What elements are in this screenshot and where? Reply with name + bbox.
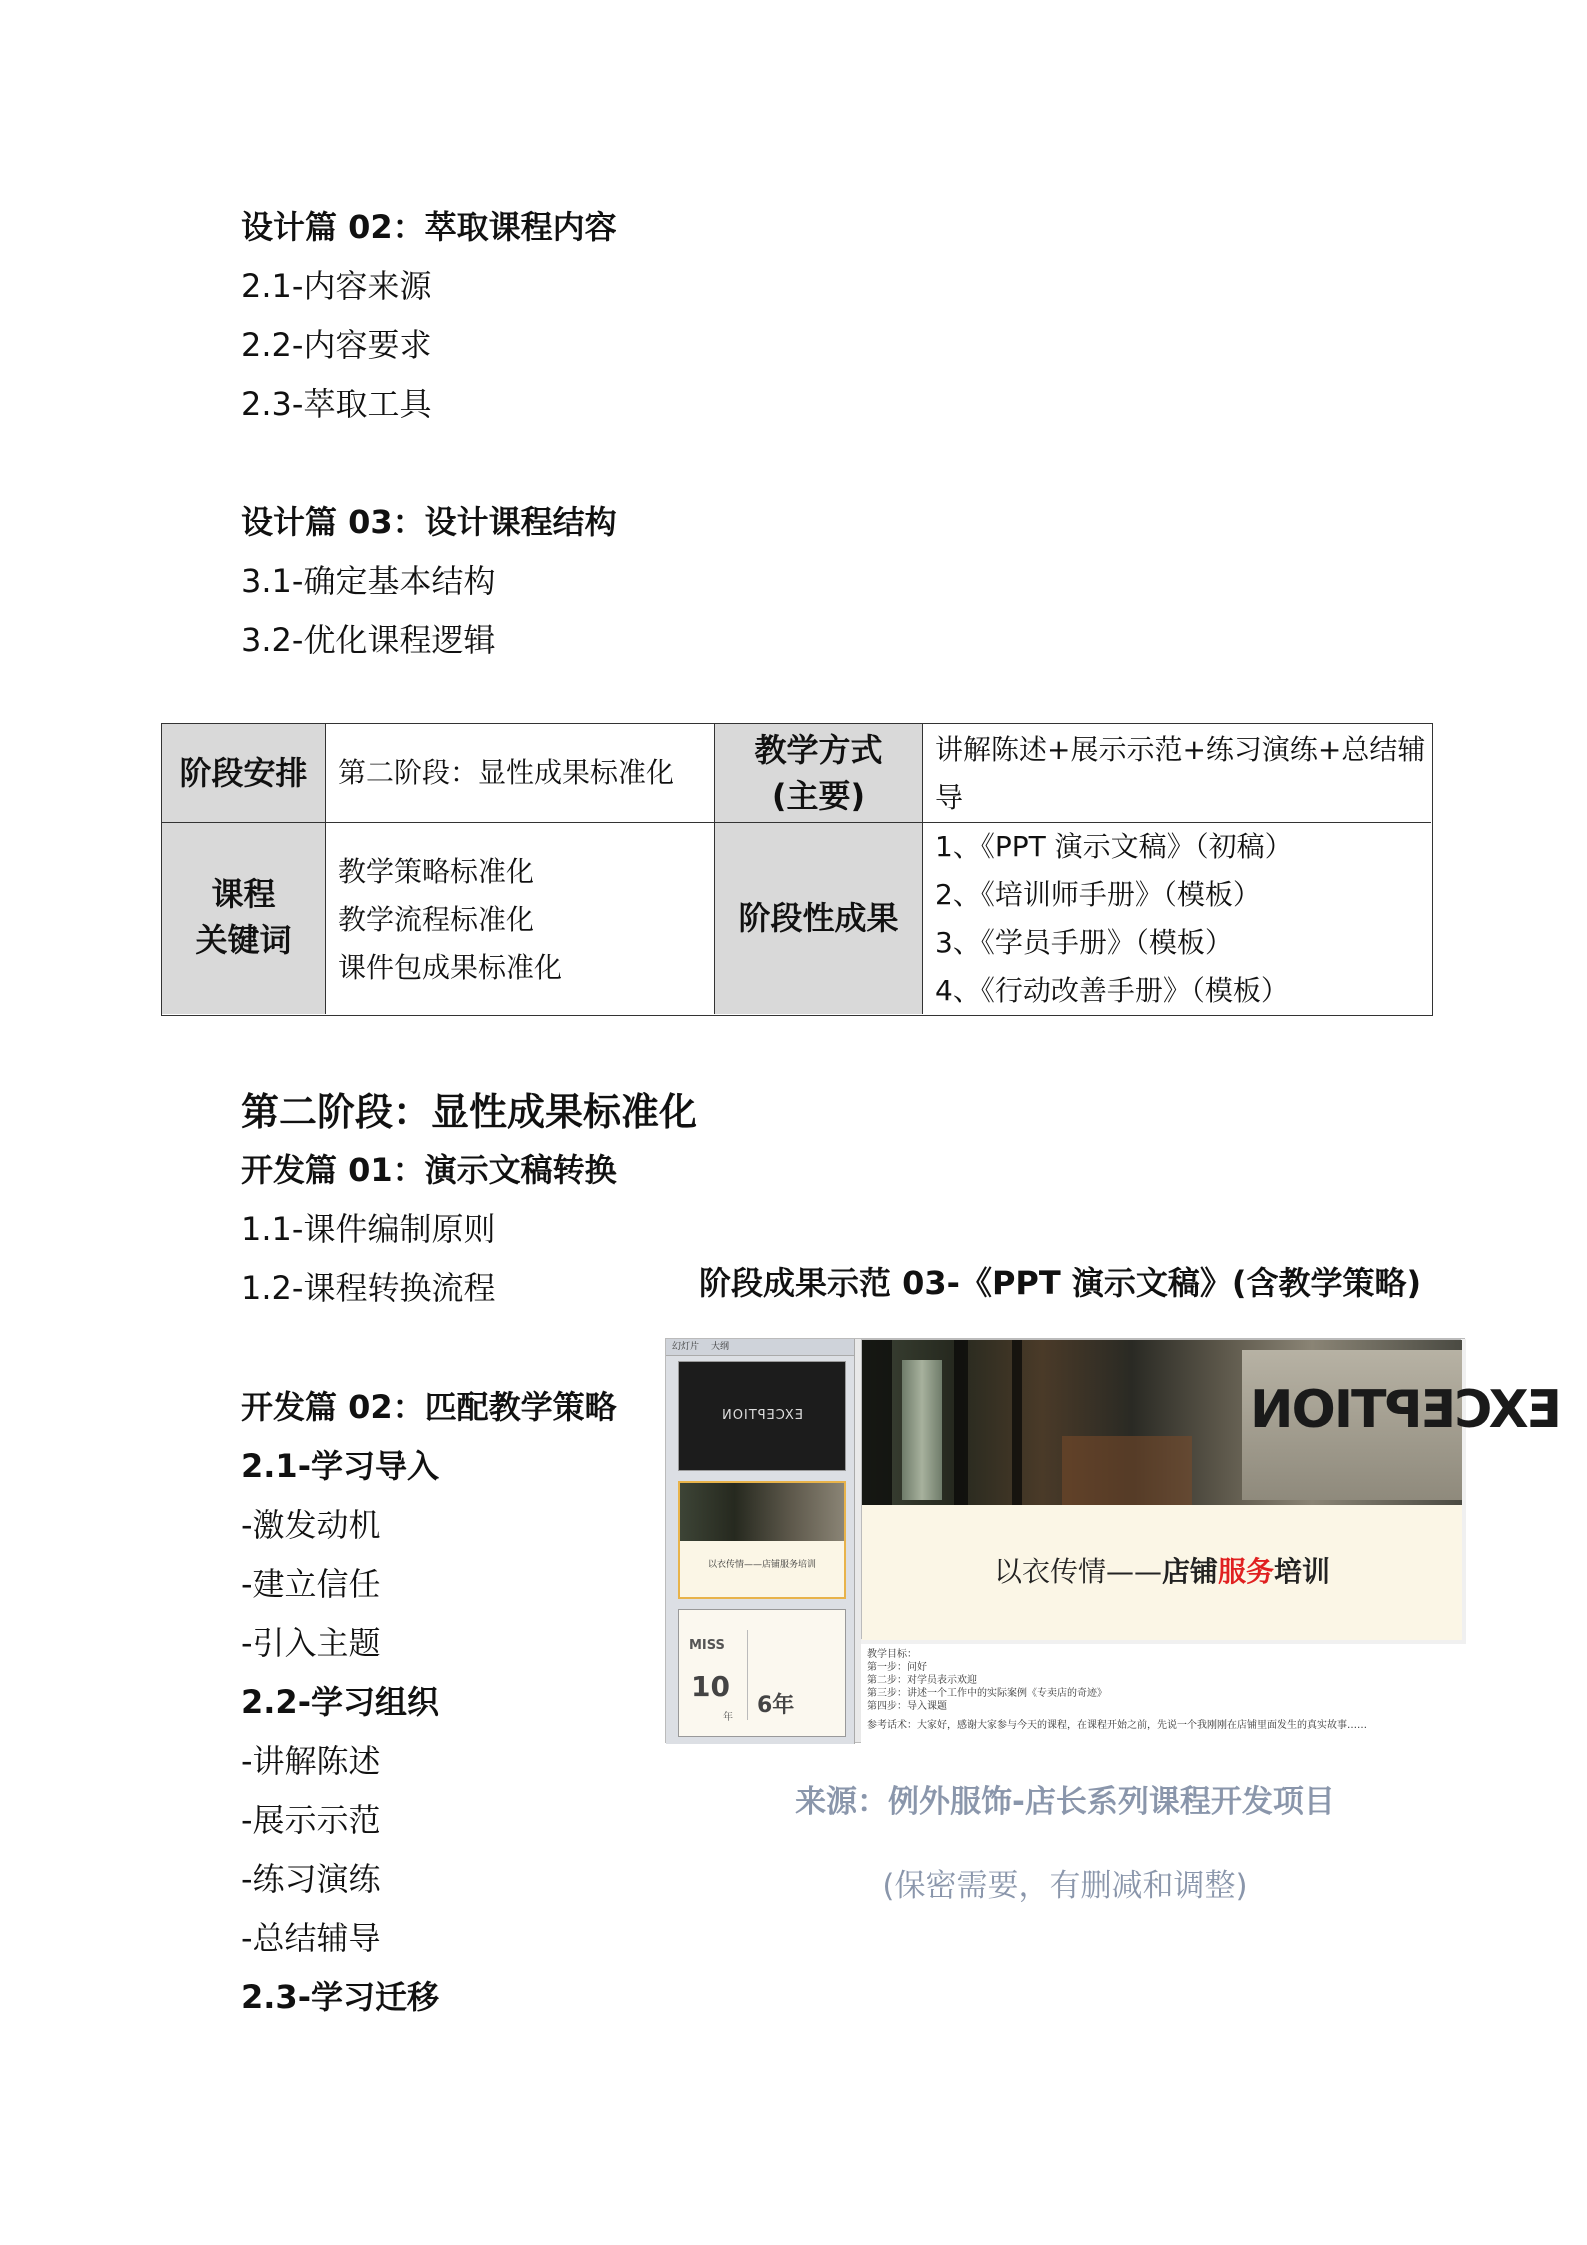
notes-line-2: 第一步：问好 [867,1662,927,1673]
outcome-3: 3、《学员手册》（模板） [935,926,1233,959]
dev01-heading: 开发篇 01：演示文稿转换 [241,1151,617,1189]
design02-heading: 设计篇 02：萃取课程内容 [241,208,617,246]
keywords-cell [326,823,715,1014]
speaker-notes [861,1644,1466,1744]
slide-title-bold2: 培训 [1274,1555,1331,1588]
design02-item-1: 2.1-内容来源 [241,267,432,305]
design03-item-1: 3.1-确定基本结构 [241,562,496,600]
panel-tabs [666,1339,854,1356]
shop-interior [1062,1436,1192,1505]
stage-value-cell [326,724,715,823]
slide-title-red: 服务 [1218,1555,1275,1588]
figure-source: 来源：例外服饰-店长系列课程开发项目 [795,1784,1335,1820]
method-value-2: 导 [935,781,964,814]
method-value-cell [923,724,1431,823]
notes-line-1: 教学目标： [867,1649,917,1660]
outcome-label-cell [715,823,923,1014]
keywords-label-1: 课程 [211,875,276,913]
thumb3-num2: 6年 [757,1693,795,1718]
store-photo [862,1340,1563,1505]
method-value-1: 讲解陈述+展示示范+练习演练+总结辅 [935,733,1426,766]
figure-note: (保密需要，有删减和调整) [882,1868,1248,1904]
stage2-title: 第二阶段：显性成果标准化 [241,1090,698,1134]
notes-line-6: 参考话术：大家好，感谢大家参与今天的课程，在课程开始之前，先说一个我刚刚在店铺里面发生的真实故事…… [867,1720,1367,1731]
stage-label: 阶段安排 [179,754,308,792]
storefront-sign: EXCEPTION [1252,1380,1563,1440]
dev02-sub3: 2.3-学习迁移 [241,1978,439,2016]
keyword-3: 课件包成果标准化 [338,951,563,984]
dev02-sub2-item-4: -总结辅导 [241,1919,381,1957]
slide-title-bold1: 店铺 [1161,1555,1218,1588]
thumb3-num1-sub: 年 [723,1712,733,1723]
thumb3-num1: 10 [691,1670,730,1703]
stage-label-cell [162,724,326,823]
design03-item-2: 3.2-优化课程逻辑 [241,621,496,659]
slide-title-prefix: 以衣传情—— [993,1555,1162,1588]
design02-item-2: 2.2-内容要求 [241,326,432,364]
keyword-1: 教学策略标准化 [338,855,535,888]
method-label-cell [715,724,923,823]
slide-title-banner [862,1505,1462,1640]
design03-heading: 设计篇 03：设计课程结构 [241,503,617,541]
dev02-sub1-item-1: -激发动机 [241,1506,381,1544]
slide-edit-area [861,1339,1563,1744]
tab-outline: 大纲 [711,1342,730,1352]
dev02-sub2-item-3: -练习演练 [241,1860,381,1898]
outcomes-cell [923,823,1431,1014]
method-label-2: (主要) [771,777,866,815]
thumb1-logo-text: EXCEPTION [720,1408,804,1423]
slide-thumb-3 [678,1609,846,1737]
outcome-2: 2、《培训师手册》（模板） [935,878,1261,911]
thumb2-photo [680,1483,844,1541]
notes-line-3: 第二步：对学员表示欢迎 [867,1675,977,1686]
dev02-heading: 开发篇 02：匹配教学策略 [241,1388,617,1426]
column-left [902,1360,942,1500]
main-slide [861,1339,1563,1639]
outcome-label: 阶段性成果 [738,899,899,937]
keywords-label-2: 关键词 [195,921,292,959]
dev01-item-2: 1.2-课程转换流程 [241,1269,496,1307]
dev02-sub2-item-2: -展示示范 [241,1801,381,1839]
notes-line-4: 第三步：讲述一个工作中的实际案例《专卖店的奇迹》 [867,1688,1107,1699]
dev02-sub1-item-2: -建立信任 [241,1565,381,1603]
slide-thumbnail-panel [666,1339,855,1744]
figure-title: 阶段成果示范 03-《PPT 演示文稿》(含教学策略) [699,1264,1422,1302]
dev02-sub2: 2.2-学习组织 [241,1683,439,1721]
dev01-item-1: 1.1-课件编制原则 [241,1210,496,1248]
slide-thumb-2 [678,1481,846,1599]
ppt-screenshot [665,1338,1563,1743]
outcome-4: 4、《行动改善手册》（模板） [935,974,1289,1007]
thumb2-title: 以衣传情——店铺服务培训 [707,1560,816,1570]
design02-item-3: 2.3-萃取工具 [241,385,432,423]
method-label-1: 教学方式 [754,731,883,769]
slide-title [862,1550,1462,1590]
dev02-sub2-item-1: -讲解陈述 [241,1742,381,1780]
dev02-sub1-item-3: -引入主题 [241,1624,381,1662]
thumb3-miss: MISS [689,1638,725,1653]
outcome-1: 1、《PPT 演示文稿》（初稿） [935,830,1293,863]
stage-table [161,723,1433,1016]
notes-line-5: 第四步：导入课题 [867,1701,947,1712]
tab-slides: 幻灯片 [672,1342,700,1352]
slide-thumb-1 [678,1361,846,1471]
keywords-label-cell [162,823,326,1014]
thumb3-divider [747,1630,748,1720]
dev02-sub1: 2.1-学习导入 [241,1447,439,1485]
stage-value: 第二阶段：显性成果标准化 [338,756,675,789]
keyword-2: 教学流程标准化 [338,903,535,936]
